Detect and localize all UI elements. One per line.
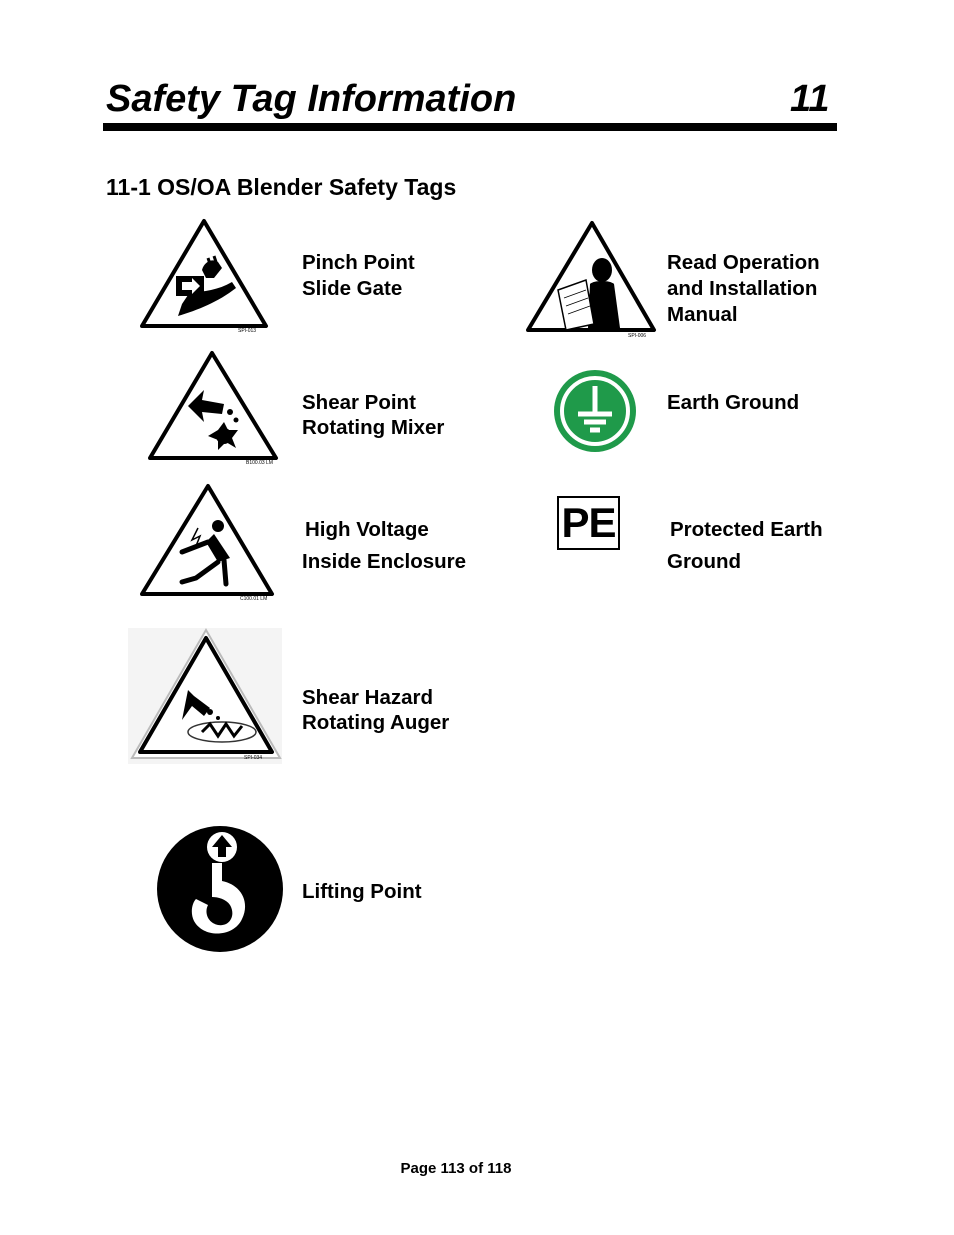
read-manual-warning-icon: [524, 220, 658, 342]
pinch-point-label-line2: Slide Gate: [302, 277, 403, 300]
header-rule: [103, 123, 837, 131]
read-manual-label-line1: Read Operation: [667, 251, 820, 274]
shear-hazard-label-line1: Shear Hazard: [302, 686, 434, 709]
earth-ground-label: Earth Ground: [667, 391, 800, 414]
pinch-point-warning-icon: [138, 218, 270, 336]
chapter-number: 11: [790, 78, 830, 120]
tag-code: SPI-006: [628, 333, 647, 339]
read-manual-label-line3: Manual: [667, 303, 738, 326]
protected-earth-icon: PE: [557, 496, 620, 550]
tag-code: SPI-034: [244, 755, 263, 761]
section-heading: 11-1 OS/OA Blender Safety Tags: [106, 174, 457, 200]
shear-hazard-label-line2: Rotating Auger: [302, 711, 450, 734]
read-manual-label-line2: and Installation: [667, 277, 818, 300]
shear-hazard-warning-icon: [126, 626, 284, 766]
shear-point-label-line1: Shear Point: [302, 391, 416, 414]
shear-point-warning-icon: [146, 350, 280, 466]
high-voltage-label-line1: High Voltage: [305, 518, 429, 541]
page-number: Page 113 of 118: [400, 1160, 512, 1177]
lifting-point-label: Lifting Point: [302, 880, 422, 903]
high-voltage-warning-icon: [138, 482, 278, 604]
protected-earth-label-line1: Protected Earth: [670, 518, 823, 541]
high-voltage-label-line2: Inside Enclosure: [302, 550, 467, 573]
tag-code: B100.03 LM: [246, 460, 273, 466]
lifting-hook-icon: [156, 825, 286, 955]
earth-ground-icon: [552, 368, 638, 454]
tag-code: SPI-013: [238, 328, 257, 334]
protected-earth-label-line2: Ground: [667, 550, 742, 573]
shear-point-label-line2: Rotating Mixer: [302, 416, 445, 439]
pinch-point-label-line1: Pinch Point: [302, 251, 415, 274]
tag-code: C100.01 LM: [240, 596, 268, 602]
chapter-title: Safety Tag Information: [106, 78, 517, 120]
